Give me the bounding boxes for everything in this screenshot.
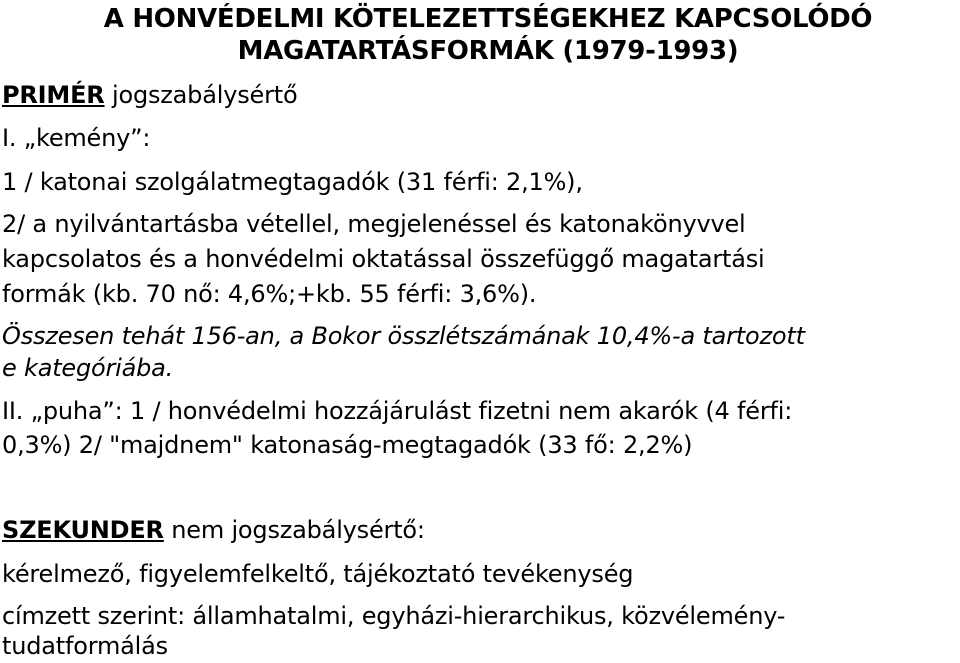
hard-item-1: 1 / katonai szolgálatmegtagadók (31 férfi: 2,1%), xyxy=(2,168,583,196)
hard-summary-line-2: e kategóriába. xyxy=(2,354,174,382)
primer-heading xyxy=(2,79,297,111)
hard-item-2-line-2: kapcsolatos és a honvédelmi oktatással összefüggő magatartási xyxy=(2,245,765,273)
secunder-line-3: tudatformálás xyxy=(2,632,168,660)
hard-summary-line-1: Összesen tehát 156-an, a Bokor összlétszámának 10,4%-a tartozott xyxy=(2,322,805,350)
hard-item-2-line-1: 2/ a nyilvántartásba vétellel, megjelenéssel és katonakönyvvel xyxy=(2,210,746,238)
secunder-line-1: kérelmező, figyelemfelkeltő, tájékoztató tevékenység xyxy=(2,560,634,588)
secunder-label: SZEKUNDER xyxy=(2,516,164,544)
primer-rest: jogszabálysértő xyxy=(104,81,298,109)
slide-title-line-2: MAGATARTÁSFORMÁK (1979-1993) xyxy=(237,36,739,66)
hard-item-2-line-3: formák (kb. 70 nő: 4,6%;+kb. 55 férfi: 3,6%). xyxy=(2,280,537,308)
hard-heading: I. „kemény”: xyxy=(2,124,151,152)
slide-title-line-1: A HONVÉDELMI KÖTELEZETTSÉGEKHEZ KAPCSOLÓDÓ xyxy=(103,4,873,34)
secunder-rest: nem jogszabálysértő: xyxy=(163,516,425,544)
primer-label: PRIMÉR xyxy=(2,81,105,109)
soft-line-1: II. „puha”: 1 / honvédelmi hozzájárulást fizetni nem akarók (4 férfi: xyxy=(2,397,793,425)
secunder-line-2: címzett szerint: államhatalmi, egyházi-hierarchikus, közvélemény- xyxy=(2,602,786,630)
secunder-heading xyxy=(2,514,425,546)
soft-line-2: 0,3%) 2/ "majdnem" katonaság-megtagadók (33 fő: 2,2%) xyxy=(2,431,693,459)
